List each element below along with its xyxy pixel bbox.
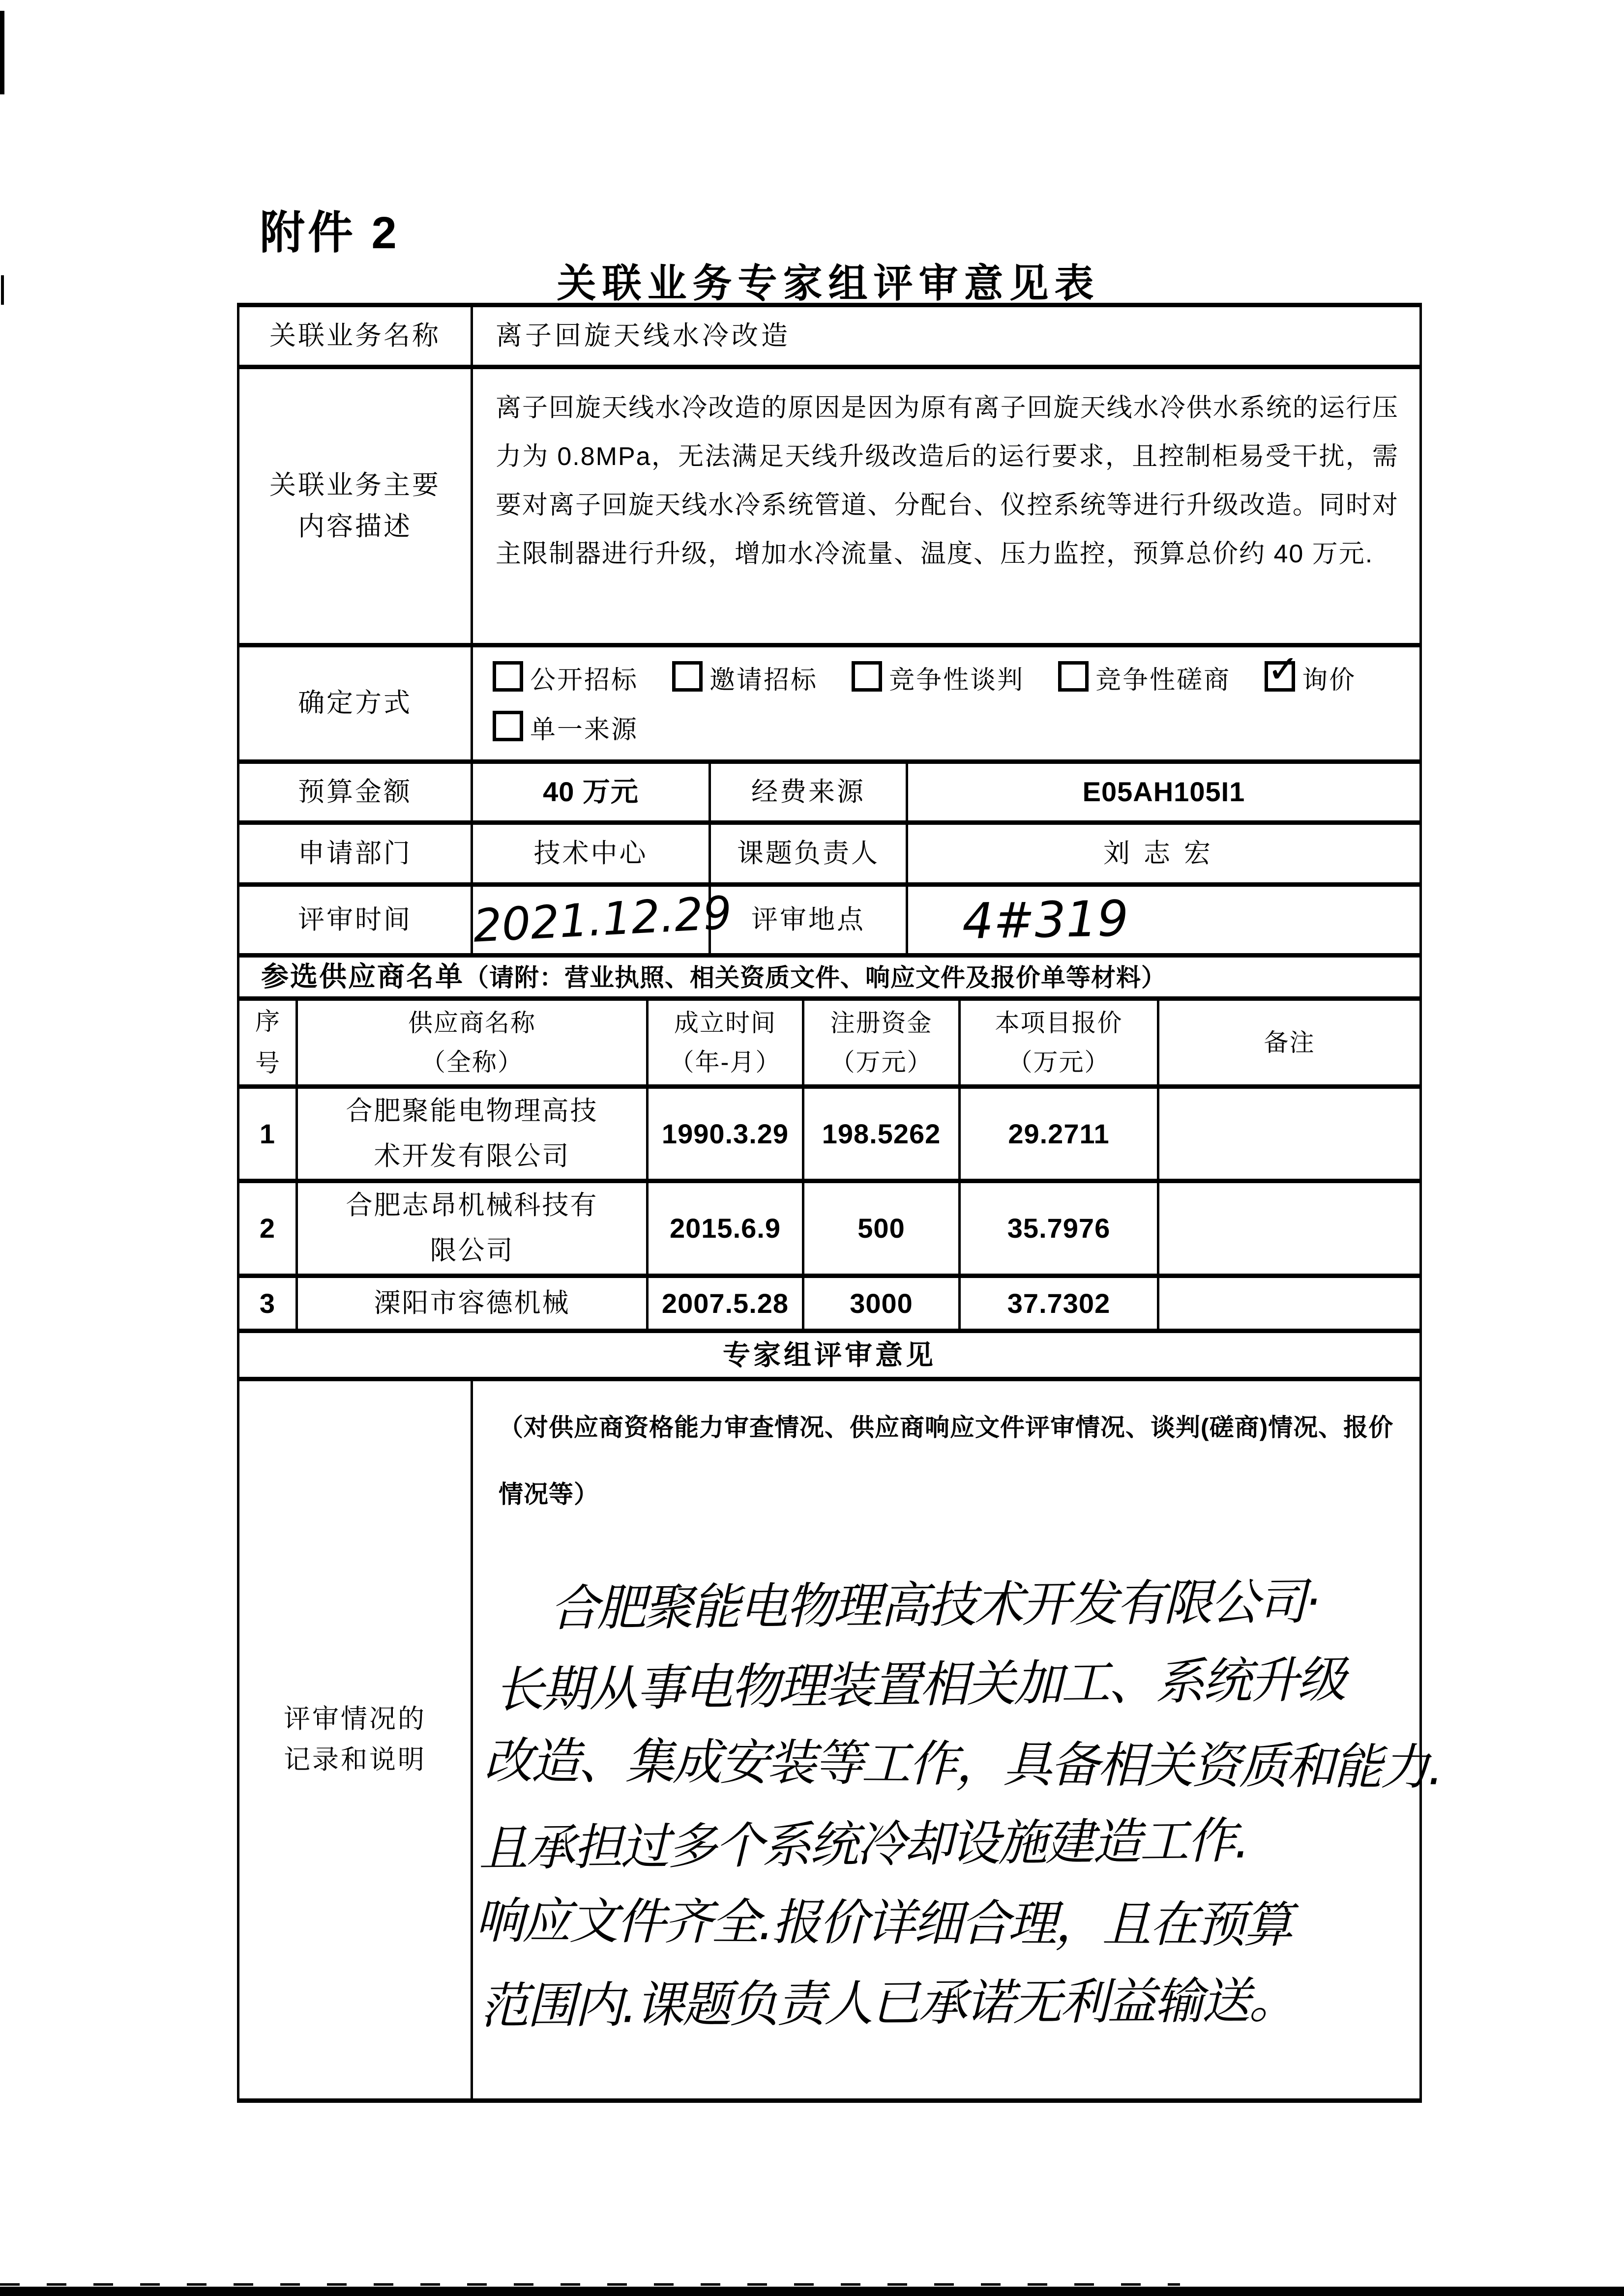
checkbox-unchecked-icon [493,661,523,692]
supplier-name: 合肥聚能电物理高技术开发有限公司 [297,1086,648,1181]
funding-source-label: 经费来源 [710,761,907,822]
supplier-capital: 3000 [803,1276,960,1331]
checkbox-unchecked-icon [1058,661,1089,692]
supplier-seq: 1 [238,1086,297,1181]
checkbox-unchecked-icon [852,661,882,692]
row-budget [238,761,1421,822]
department-label: 申请部门 [238,822,472,884]
record-note: （对供应商资格能力审查情况、供应商响应文件评审情况、谈判(磋商)情况、报价情况等） [499,1413,1394,1508]
business-name-value: 离子回旋天线水冷改造 [472,305,1421,367]
row-description [238,367,1421,645]
checkbox-option-inquiry [1265,647,1357,698]
supplier-row [238,1181,1421,1276]
row-review-time [238,884,1421,955]
header-capital-line2: （万元） [830,1048,933,1076]
review-time-label: 评审时间 [238,884,472,955]
description-label [238,367,472,645]
row-expert-heading [238,1331,1421,1379]
checkbox-unchecked-icon [493,711,523,741]
checkbox-option-competitive-negotiation [852,661,1024,698]
handwritten-line: 合肥聚能电物理高技术开发有限公司· [549,1573,1319,1637]
determination-label: 确定方式 [238,645,472,762]
header-supplier-name-line2: （全称） [421,1048,523,1076]
checkbox-label: 单一来源 [530,715,639,744]
row-determination [238,645,1421,762]
record-label-line1: 评审情况的 [284,1704,426,1734]
suppliers-section-title: 参选供应商名单 [261,961,464,992]
record-label [238,1379,472,2100]
supplier-founded: 2015.6.9 [648,1181,803,1276]
supplier-seq: 2 [238,1181,297,1276]
scan-artifact-left-edge [1,275,4,305]
supplier-name: 溧阳市容德机械 [297,1276,648,1331]
header-supplier-name-line1: 供应商名称 [408,1009,536,1037]
record-content [472,1379,1442,2100]
header-founded-line1: 成立时间 [674,1009,776,1037]
header-seq [238,998,297,1086]
supplier-capital: 500 [803,1181,960,1276]
supplier-row [238,1276,1421,1331]
leader-value: 刘志宏 [907,822,1421,884]
supplier-founded: 2007.5.28 [648,1276,803,1331]
checkbox-option-competitive-consultation [1058,661,1231,698]
suppliers-section-note: （请附：营业执照、相关资质文件、响应文件及报价单等材料） [464,964,1166,992]
attachment-label: 附件 2 [260,208,400,258]
review-time-value [472,884,734,955]
supplier-remark [1158,1276,1421,1331]
supplier-row [238,1086,1421,1181]
supplier-seq: 3 [238,1276,297,1331]
funding-source-value: E05AH105I1 [907,761,1421,822]
description-value: 离子回旋天线水冷改造的原因是因为原有离子回旋天线水冷供水系统的运行压力为 0.8MPa，无法满足天线升级改造后的运行要求，且控制柜易受干扰，需要对离子回旋天线水冷系统管道、分配台、仪控系统等进行升级改造。同时对主限制器进行升级，增加水冷流量、温度、压力监控，预算总价约 40 万元. [472,367,1421,645]
checkbox-label: 邀请招标 [709,666,818,695]
checkbox-option-single-source [493,711,638,748]
supplier-remark [1158,1181,1421,1276]
supplier-founded: 1990.3.29 [648,1086,803,1181]
checkbox-label: 询价 [1302,666,1357,695]
handwritten-line: 范围内.课题负责人已承诺无利益输送。 [479,1972,1297,2035]
supplier-quote: 37.7302 [960,1276,1158,1331]
description-label-line1: 关联业务主要 [269,470,441,500]
leader-label: 课题负责人 [710,822,907,884]
handwritten-place: 4#319 [962,889,1129,950]
header-quote-line1: 本项目报价 [995,1009,1123,1037]
scan-artifact-bottom-dashes [0,2283,1180,2286]
row-department [238,822,1421,884]
checkbox-checked-icon [1265,647,1299,692]
checkbox-unchecked-icon [672,661,703,692]
supplier-remark [1158,1086,1421,1181]
handwritten-line: 长期从事电物理装置相关加工、系统升级 [494,1651,1345,1719]
header-capital-line1: 注册资金 [830,1009,933,1037]
checkbox-label: 竞争性磋商 [1095,666,1231,695]
suppliers-section-line [238,955,1421,998]
record-label-line2: 记录和说明 [284,1745,426,1775]
row-suppliers-heading [238,955,1421,998]
handwritten-line: 响应文件齐全.报价详细合理，且在预算 [474,1891,1292,1954]
scan-artifact-bottom-bar [0,2287,1624,2296]
row-record [238,1379,1421,2100]
check-icon: ✓ [1267,647,1299,691]
header-quote [960,998,1158,1086]
review-form-table [237,303,1442,2103]
header-remark: 备注 [1158,998,1421,1086]
handwritten-line: 改造、集成安装等工作，具备相关资质和能力. [483,1732,1442,1796]
determination-options [472,645,1421,762]
budget-value: 40 万元 [472,761,710,822]
supplier-quote: 35.7976 [960,1181,1158,1276]
row-business-name [238,305,1421,367]
review-place-value [907,884,1421,955]
page-title: 关联业务专家组评审意见表 [557,262,1100,305]
handwritten-date: 2021.12.29 [472,886,734,953]
checkbox-option-public-bidding [493,661,638,698]
department-value: 技术中心 [472,822,710,884]
header-supplier-name [297,998,648,1086]
checkbox-label: 公开招标 [530,666,639,695]
handwritten-line: 且承担过多个系统冷却设施建造工作. [478,1811,1248,1877]
checkbox-row-2 [493,711,1410,748]
supplier-quote: 29.2711 [960,1086,1158,1181]
header-founded-line2: （年-月） [669,1048,781,1076]
header-quote-line2: （万元） [1007,1048,1110,1076]
checkbox-option-invited-bidding [672,661,818,698]
expert-review-title: 专家组评审意见 [238,1331,1421,1379]
supplier-capital: 198.5262 [803,1086,960,1181]
description-label-line2: 内容描述 [298,511,412,541]
review-place-label: 评审地点 [710,884,907,955]
checkbox-label: 竞争性谈判 [889,666,1025,695]
budget-label: 预算金额 [238,761,472,822]
row-supplier-headers [238,998,1421,1086]
handwritten-review-block [473,1565,1442,2043]
scan-artifact-left-edge [0,11,4,94]
header-capital [803,998,960,1086]
header-founded [648,998,803,1086]
header-seq-text: 序号 [255,1007,281,1077]
checkbox-row-1 [493,647,1410,698]
supplier-name: 合肥志昂机械科技有限公司 [297,1181,648,1276]
business-name-label: 关联业务名称 [238,305,472,367]
